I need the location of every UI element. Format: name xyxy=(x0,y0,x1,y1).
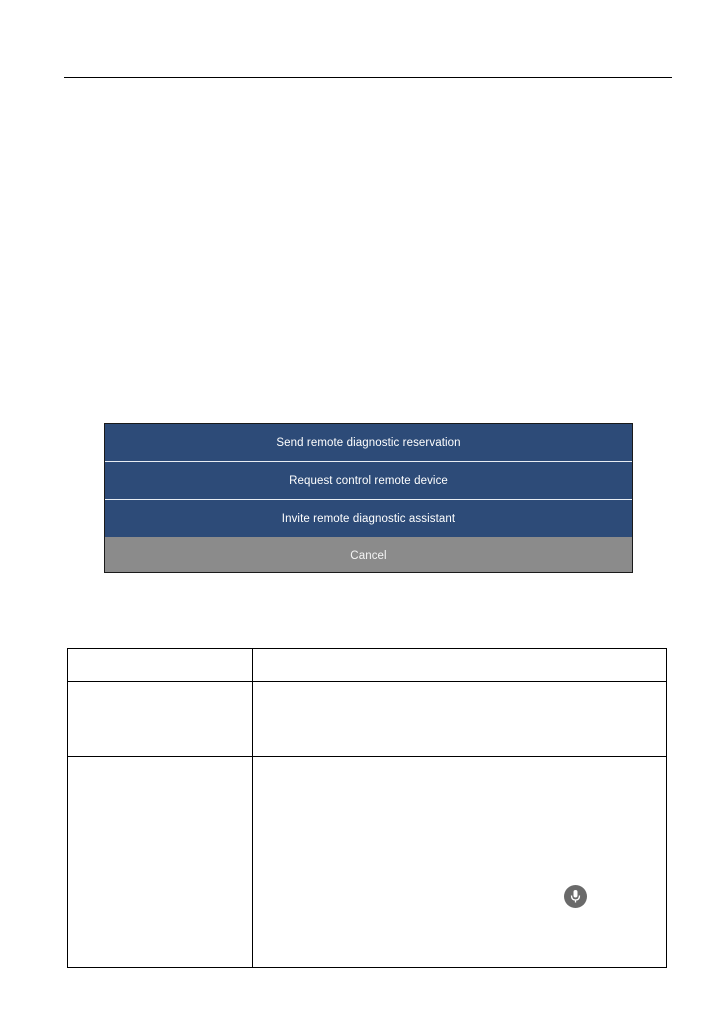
description-table xyxy=(67,648,667,968)
microphone-icon xyxy=(564,885,587,908)
table-row-divider xyxy=(68,756,666,757)
header-rule xyxy=(64,77,672,78)
remote-diagnosis-menu xyxy=(104,423,633,573)
invite-remote-diagnostic-assistant-button[interactable]: Invite remote diagnostic assistant xyxy=(105,499,632,537)
cancel-button[interactable]: Cancel xyxy=(105,537,632,573)
send-remote-diagnostic-reservation-button[interactable]: Send remote diagnostic reservation xyxy=(105,424,632,461)
table-column-divider xyxy=(252,649,253,967)
request-control-remote-device-button[interactable]: Request control remote device xyxy=(105,461,632,499)
table-row-divider xyxy=(68,681,666,682)
microphone-glyph xyxy=(570,889,581,904)
